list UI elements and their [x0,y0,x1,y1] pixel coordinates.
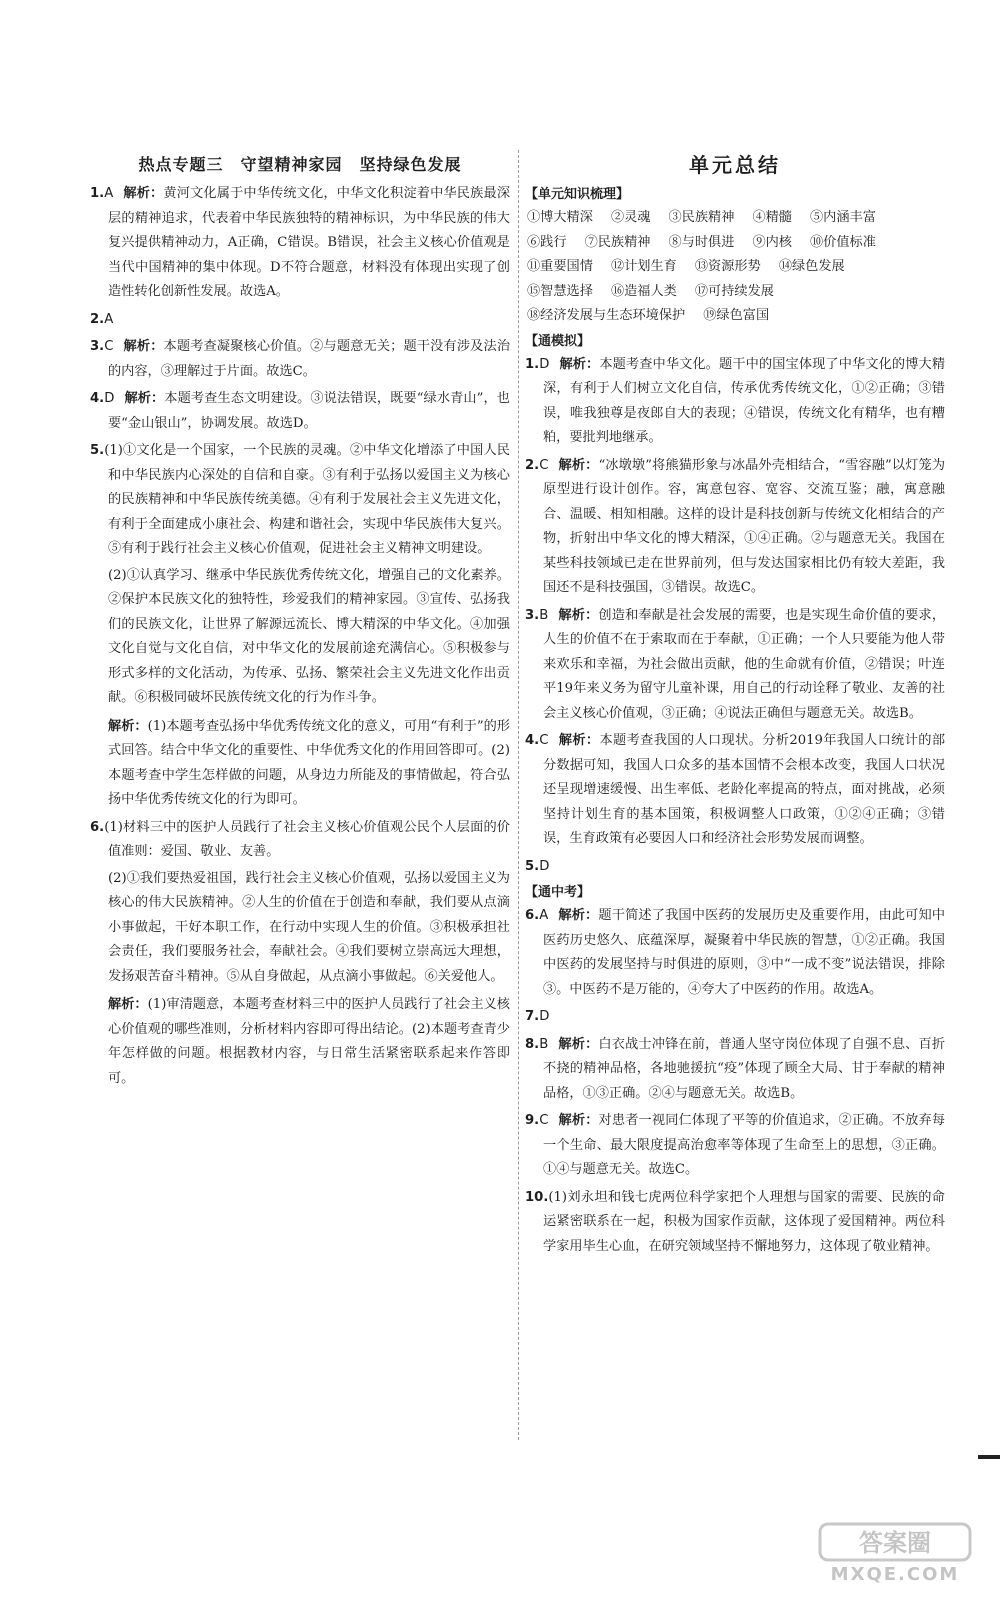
knowledge-point: ①博大精深 [527,210,593,225]
section-knowledge: 【单元知识梳理】 [525,187,630,202]
knowledge-point: ⑬资源形势 [694,259,761,274]
knowledge-point: ②灵魂 [610,210,651,225]
svg-text:答案圈: 答案圈 [859,1529,931,1557]
knowledge-point: ⑰可持续发展 [694,283,774,299]
knowledge-point: ⑫计划生育 [610,259,677,274]
right-column [525,148,945,1262]
svg-text:MXQE.COM: MXQE.COM [830,1564,960,1585]
left-q6-part2: (2)①我们要热爱祖国，践行社会主义核心价值观，弘扬以爱国主义为核心的伟大民族精神。②人生的价值在于创造和奉献，我们要从点滴小事做起，干好本职工作，在行动中实现人生的价值。③积极承担社会责任，我们要服务社会，奉献社会。④我们要树立崇高远大理想，发扬艰苦奋斗精神。⑤从自身做起，从点滴小事做起。⑥关爱他人。 [108,870,510,984]
knowledge-point: ⑯造福人类 [610,283,677,299]
knowledge-point: ③民族精神 [668,210,735,225]
right-title: 单元总结 [689,153,781,177]
knowledge-point: ⑮智慧选择 [527,283,593,299]
left-q3: 3.C 解析：本题考查凝聚核心价值。②与题意无关；题干没有涉及法治的内容，③理解过于片面。故选C。 [90,339,511,379]
knowledge-point: ⑭绿色发展 [778,259,845,274]
right-q10: 10.(1)刘永坦和钱七虎两位科学家把个人理想与国家的需要、民族的命运紧密联系在一起，积极为国家作贡献，这体现了爱国精神。两位科学家用毕生心血，在研究领域坚持不懈地努力，这体现了敬业精神。 [525,1189,945,1254]
knowledge-point: ⑪重要国情 [527,259,593,274]
knowledge-point: ⑲绿色富国 [703,308,770,323]
section-mock: 【通模拟】 [525,333,591,349]
left-title: 热点专题三 守望精神家园 坚持绿色发展 [138,155,462,174]
knowledge-point: ⑩价值标准 [810,234,876,250]
right-q7: 7.D [525,1009,550,1024]
left-q6: 6.(1)材料三中的医护人员践行了社会主义核心价值观公民个人层面的价值准则：爱国、敬业、友善。 (2)①我们要热爱祖国，践行社会主义核心价值观，弘扬以爱国主义为核心的伟大民族精神。②人生的价值在于创造和奉献，我们要从点滴小事做起，干好本职工作，在行动中实现人生的价值。③积极承担社会责任，我们要服务社会，奉献社会。④我们要树立崇高远大理想，发扬艰苦奋斗精神。⑤从自身做起，从点滴小事做起。⑥关爱他人。 解析：(1)审清题意，本题考查材料三中的医护人员践行了社会主义核心价值观的哪些准则，分析材料内容即可得出结论。(2)本题考查青少年怎样做的问题。根据教材内容，与日常生活紧密联系起来作答即可。 [90,819,510,1086]
knowledge-point: ⑨内核 [752,234,792,250]
left-column [90,148,510,1094]
right-q9: 9.C 解析：对患者一视同仁体现了平等的价值追求，②正确。不放弃每一个生命、最大限度提高治愈率等体现了生命至上的思想，③正确。①④与题意无关。故选C。 [525,1113,946,1177]
right-q3: 3.B 解析：创造和奉献是社会发展的需要，也是实现生命价值的要求，人生的价值不在于索取而在于奉献，①正确；一个人只要能为他人带来欢乐和幸福，为社会做出贡献，他的生命就有价值，②错误；叶连平19年来义务为留守儿童补课，用自己的行动诠释了敬业、友善的社会主义核心价值观，③正确；④说法正确但与题意无关。故选B。 [525,607,946,721]
column-divider [518,150,519,1440]
knowledge-point: ⑤内涵丰富 [810,210,876,225]
right-q4: 4.C 解析：本题考查我国的人口现状。分析2019年我国人口统计的部分数据可知，我国人口众多的基本国情不会根本改变，我国人口状况还呈现增速缓慢、出生率低、老龄化率提高的特点，面对挑战，必须坚持计划生育的基本国策，积极调整人口政策，①②④正确；③错误，生育政策有必要因人口和经济社会形势发展而调整。 [525,733,946,846]
right-q6: 6.A 解析：题干简述了我国中医药的发展历史及重要作用，由此可知中医药历史悠久、底蕴深厚，凝聚着中华民族的智慧，①②正确。我国中医药的发展坚持与时俱进的原则，③中“一成不变”说法错误，排除③。中医药不是万能的，④夸大了中医药的作用。故选A。 [525,908,946,997]
knowledge-point: ⑦民族精神 [584,234,651,250]
left-q1: 1.A 解析：黄河文化属于中华传统文化，中华文化积淀着中华民族最深层的精神追求，代表着中华民族独特的精神标识，为中华民族的伟大复兴提供精神动力，A正确，C错误。B错误，社会主义核心价值观是当代中国精神的集中体现。D不符合题意，材料没有体现出实现了创造性转化创新性发展。故选A。 [90,186,511,299]
section-exam: 【通中考】 [525,885,591,900]
right-q8: 8.B 解析：白衣战士冲锋在前，普通人坚守岗位体现了自强不息、百折不挠的精神品格，各地驰援抗“疫”体现了顾全大局、甘于奉献的精神品格，①③正确。②④与题意无关。故选B。 [525,1036,946,1101]
watermark-logo [818,1518,978,1588]
left-q5-part2: (2)①认真学习、继承中华民族优秀传统文化，增强自己的文化素养。②保护本民族文化的独特性，珍爱我们的精神家园。③宣传、弘扬我们的民族文化，让世界了解源远流长、博大精深的中华文化。④加强文化自觉与文化自信，对中华文化的发展前途充满信心。⑤积极参与形式多样的文化活动，为传承、弘扬、繁荣社会主义先进文化作出贡献。⑥积极同破坏民族传统文化的行为作斗争。 [108,567,510,705]
knowledge-points [525,206,945,329]
left-q5: 5.(1)①文化是一个国家，一个民族的灵魂。②中华文化增添了中国人民和中华民族内心深处的自信和自豪。③有利于弘扬以爱国主义为核心的民族精神和中华民族传统美德。④有利于发展社会主义先进文化，有利于全面建成小康社会、构建和谐社会，实现中华民族伟大复兴。⑤有利于践行社会主义核心价值观，促进社会主义精神文明建设。 (2)①认真学习、继承中华民族优秀传统文化，增强自己的文化素养。②保护本民族文化的独特性，珍爱我们的精神家园。③宣传、弘扬我们的民族文化，让世界了解源远流长、博大精深的中华文化。④加强文化自觉与文化自信，对中华文化的发展前途充满信心。⑤积极参与形式多样的文化活动，为传承、弘扬、繁荣社会主义先进文化作出贡献。⑥积极同破坏民族传统文化的行为作斗争。 解析：(1)本题考查弘扬中华优秀传统文化的意义，可用“有利于”的形式回答。结合中华文化的重要性、中华优秀文化的作用回答即可。(2)本题考查中学生怎样做的问题，从身边力所能及的事情做起，符合弘扬中华优秀传统文化的行为即可。 [90,443,510,807]
knowledge-point: ⑱经济发展与生态环境保护 [527,308,686,323]
left-q2: 2.A [90,311,114,327]
right-q5: 5.D [525,858,550,874]
knowledge-point: ④精髓 [752,210,792,225]
knowledge-point: ⑥践行 [527,234,567,250]
right-q1: 1.D 解析：本题考查中华文化。题干中的国宝体现了中华文化的博大精深，有利于人们树立文化自信，传承优秀传统文化，①②正确；③错误，唯我独尊是夜郎自大的表现；④错误，传统文化有精华，也有糟粕，要批判地继承。 [525,356,946,445]
watermark-logo-icon [818,1518,978,1588]
right-q2: 2.C 解析：“冰墩墩”将熊猫形象与冰晶外壳相结合，“雪容融”以灯笼为原型进行设计创作。容，寓意包容、宽容、交流互鉴；融，寓意融合、温暖、相知相融。这样的设计是科技创新与传统文化相结合的产物，折射出中华文化的博大精深，①④正确。②与题意无关。我国在某些科技领域已走在世界前列，但与发达国家相比仍有较大差距，我国还不是科技强国，③错误。故选C。 [525,457,946,595]
left-q4: 4.D 解析：本题考查生态文明建设。③说法错误，既要“绿水青山”，也要“金山银山”，协调发展。故选D。 [90,391,510,431]
page-edge-mark [978,1455,1000,1459]
knowledge-point: ⑧与时俱进 [668,234,735,250]
